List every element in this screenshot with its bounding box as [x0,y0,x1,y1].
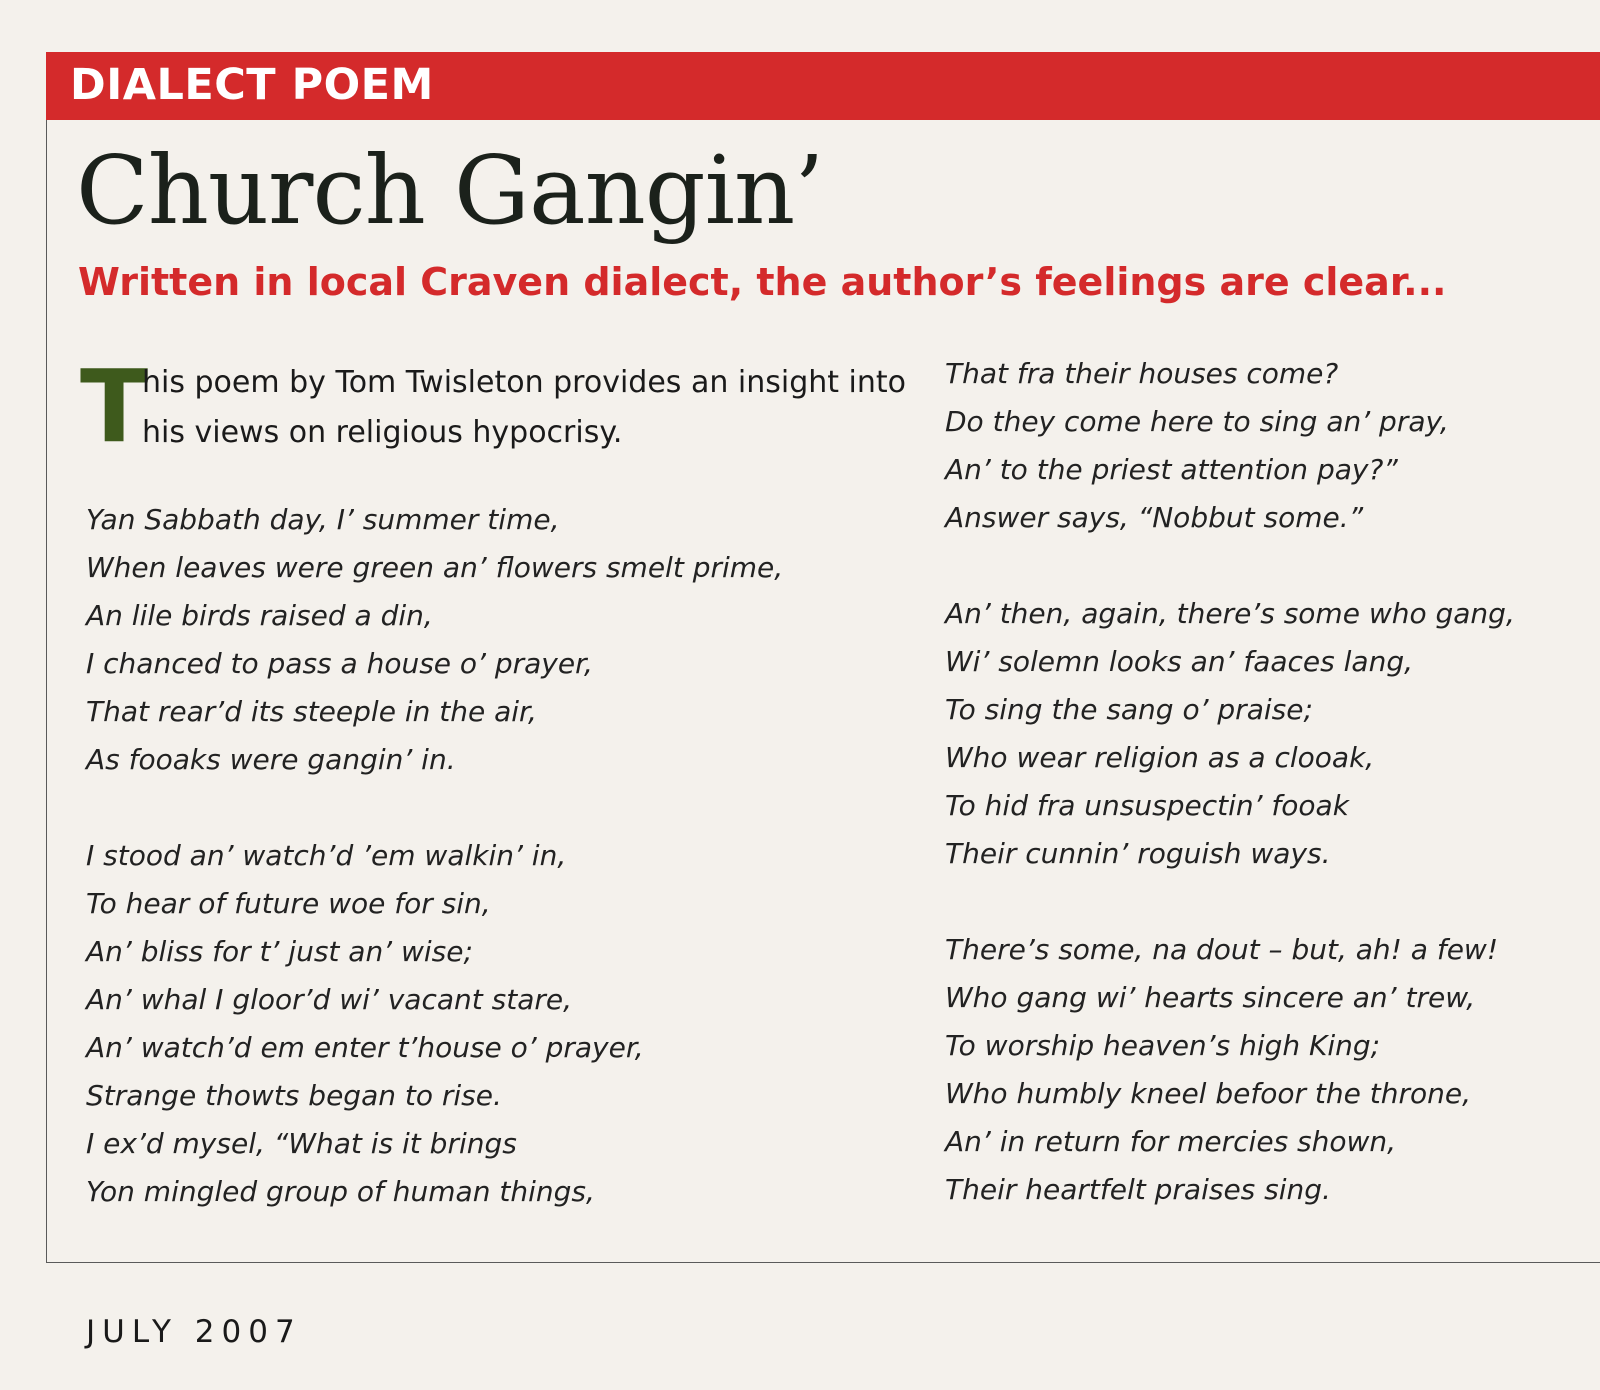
poem-line: An’ to the priest attention pay?” [945,453,1398,486]
poem-right-column [945,350,1585,1262]
poem-line: I ex’d mysel, “What is it brings [86,1127,517,1160]
poem-line: An’ watch’d em enter t’house o’ prayer, [86,1031,644,1064]
poem-line: Who gang wi’ hearts sincere an’ trew, [945,981,1476,1014]
section-label: DIALECT POEM [70,60,434,110]
poem-line: Wi’ solemn looks an’ faaces lang, [945,645,1414,678]
poem-line: An’ in return for mercies shown, [945,1125,1397,1158]
issue-date: JULY 2007 [86,1314,302,1350]
poem-line: Do they come here to sing an’ pray, [945,405,1449,438]
poem-stanza [945,350,1585,542]
poem-line: There’s some, na dout – but, ah! a few! [945,933,1499,966]
poem-line: An lile birds raised a din, [86,599,433,632]
poem-line: Yan Sabbath day, I’ summer time, [86,503,560,536]
intro-text: his poem by Tom Twisleton provides an insight into his views on religious hypocrisy. [142,365,907,450]
poem-line: As fooaks were gangin’ in. [86,743,456,776]
poem-line: Strange thowts began to rise. [86,1079,502,1112]
poem-stanza [945,926,1585,1214]
poem-line: To worship heaven’s high King; [945,1029,1381,1062]
poem-line: An’ then, again, there’s some who gang, [945,597,1515,630]
poem-line: When leaves were green an’ flowers smelt prime, [86,551,784,584]
drop-cap: T [80,348,149,465]
section-banner [46,52,1600,120]
poem-line: Answer says, “Nobbut some.” [945,501,1364,534]
poem-line: To sing the sang o’ praise; [945,693,1313,726]
poem-line: Their heartfelt praises sing. [945,1173,1331,1206]
poem-line: Who humbly kneel befoor the throne, [945,1077,1471,1110]
poem-stanza [86,832,886,1216]
poem-line: Who wear religion as a clooak, [945,741,1375,774]
article-subtitle: Written in local Craven dialect, the author’s feelings are clear... [78,260,1447,304]
poem-line: Yon mingled group of human things, [86,1175,595,1208]
poem-line: Their cunnin’ roguish ways. [945,837,1331,870]
poem-stanza [86,496,886,784]
poem-line: I chanced to pass a house o’ prayer, [86,647,593,680]
poem-line: That rear’d its steeple in the air, [86,695,537,728]
poem-line: An’ whal I gloor’d wi’ vacant stare, [86,983,572,1016]
poem-line: To hid fra unsuspectin’ fooak [945,789,1349,822]
poem-stanza [945,590,1585,878]
poem-line: To hear of future woe for sin, [86,887,491,920]
poem-left-column [86,496,886,1264]
poem-line: That fra their houses come? [945,357,1339,390]
article-title: Church Gangin’ [76,136,824,246]
poem-line: I stood an’ watch’d ’em walkin’ in, [86,839,567,872]
poem-line: An’ bliss for t’ just an’ wise; [86,935,473,968]
